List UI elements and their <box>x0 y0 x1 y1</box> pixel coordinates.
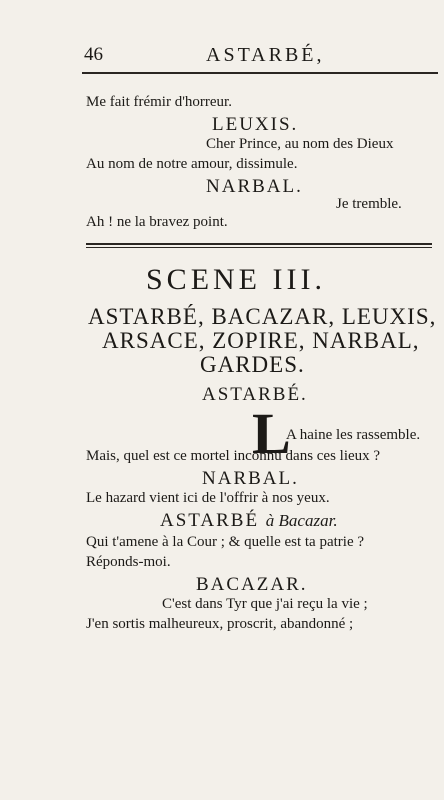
verse-line: Le hazard vient ici de l'offrir à nos yeux. <box>86 490 330 506</box>
verse-line: Qui t'amene à la Cour ; & quelle est ta patrie ? <box>86 534 365 550</box>
verse-line: Mais, quel est ce mortel inconnu dans ces lieux ? <box>86 448 381 464</box>
stage-direction: à Bacazar. <box>265 511 338 530</box>
verse-line: C'est dans Tyr que j'ai reçu la vie ; <box>162 596 368 612</box>
running-title: ASTARBÉ, <box>206 44 325 66</box>
scene-heading: SCENE III. <box>146 263 326 296</box>
speaker-name: NARBAL. <box>202 468 299 489</box>
speaker-name: LEUXIS. <box>212 114 299 135</box>
verse-line: Me fait frémir d'horreur. <box>86 94 232 110</box>
speaker-name: ASTARBÉ. <box>202 384 308 405</box>
scene-divider-top <box>86 243 432 245</box>
verse-line: Ah ! ne la bravez point. <box>86 214 228 230</box>
speaker-name: NARBAL. <box>206 176 303 197</box>
cast-line: ASTARBÉ, BACAZAR, LEUXIS, <box>88 304 437 329</box>
drop-cap: L <box>252 401 291 466</box>
verse-line: Je tremble. <box>336 196 402 212</box>
verse-line: Au nom de notre amour, dissimule. <box>86 156 298 172</box>
speaker-with-direction <box>160 510 338 532</box>
speaker-name: ASTARBÉ <box>160 510 260 531</box>
cast-line: GARDES. <box>200 352 305 377</box>
header-rule <box>82 72 438 74</box>
verse-line: J'en sortis malheureux, proscrit, abandonné ; <box>86 616 354 632</box>
verse-line: Cher Prince, au nom des Dieux <box>206 136 394 152</box>
speaker-name: BACAZAR. <box>196 574 308 595</box>
page-number: 46 <box>84 44 103 65</box>
verse-line: A haine les rassemble. <box>286 427 421 443</box>
verse-line: Réponds-moi. <box>86 554 171 570</box>
cast-line: ARSACE, ZOPIRE, NARBAL, <box>102 328 420 353</box>
scene-divider-bottom <box>86 247 432 248</box>
